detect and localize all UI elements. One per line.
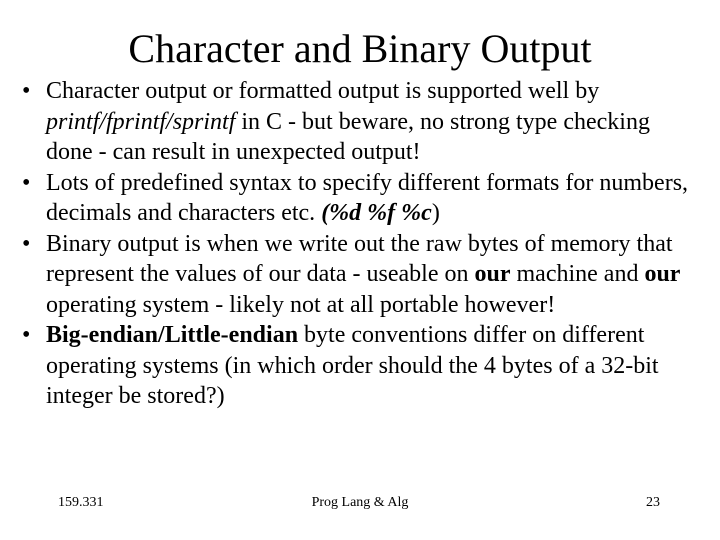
footer-slide-number: 23 bbox=[646, 495, 660, 510]
footer-course-name: Prog Lang & Alg bbox=[311, 495, 409, 510]
bullet-marker: • bbox=[22, 322, 31, 348]
bullet-marker: • bbox=[22, 169, 31, 196]
slide-title: Character and Binary Output bbox=[128, 26, 592, 71]
bullet-text-run: ) bbox=[431, 200, 440, 226]
bullet-text-run: Character output or formatted output is supported well by bbox=[46, 78, 600, 104]
bullet-text-run: printf/fprintf/sprintf bbox=[46, 108, 236, 135]
bullet-text-run: machine and bbox=[510, 261, 645, 287]
bullet-item bbox=[20, 168, 700, 229]
bullet-item bbox=[20, 76, 700, 168]
bullet-marker: • bbox=[22, 78, 31, 104]
bullet-text-run: our bbox=[474, 261, 511, 287]
bullet-text-run: (%d %f %c bbox=[321, 200, 432, 226]
bullet-marker: • bbox=[22, 230, 31, 257]
bullet-text-run: Lots of predefined syntax to specify different formats for numbers, decimals and characters etc. bbox=[46, 169, 689, 226]
footer-course-code: 159.331 bbox=[58, 495, 104, 510]
bullet-text-run: Binary output is when we write out the raw bytes of memory that represent the values of our data - useable on bbox=[46, 230, 673, 287]
bullet-text-run: our bbox=[644, 261, 681, 287]
bullet-text-run: byte conventions differ on different operating systems (in which order should the 4 bytes of a 32-bit integer be stored?) bbox=[46, 322, 659, 409]
bullet-text-run: operating system - likely not at all portable however! bbox=[46, 291, 556, 318]
bullet-item bbox=[20, 320, 700, 412]
bullet-text-run: in C - but beware, no strong type checking done - can result in unexpected output! bbox=[46, 108, 650, 165]
bullet-list bbox=[20, 76, 700, 412]
bullet-text-run: Big-endian/Little-endian bbox=[46, 322, 299, 348]
bullet-item bbox=[20, 229, 700, 321]
